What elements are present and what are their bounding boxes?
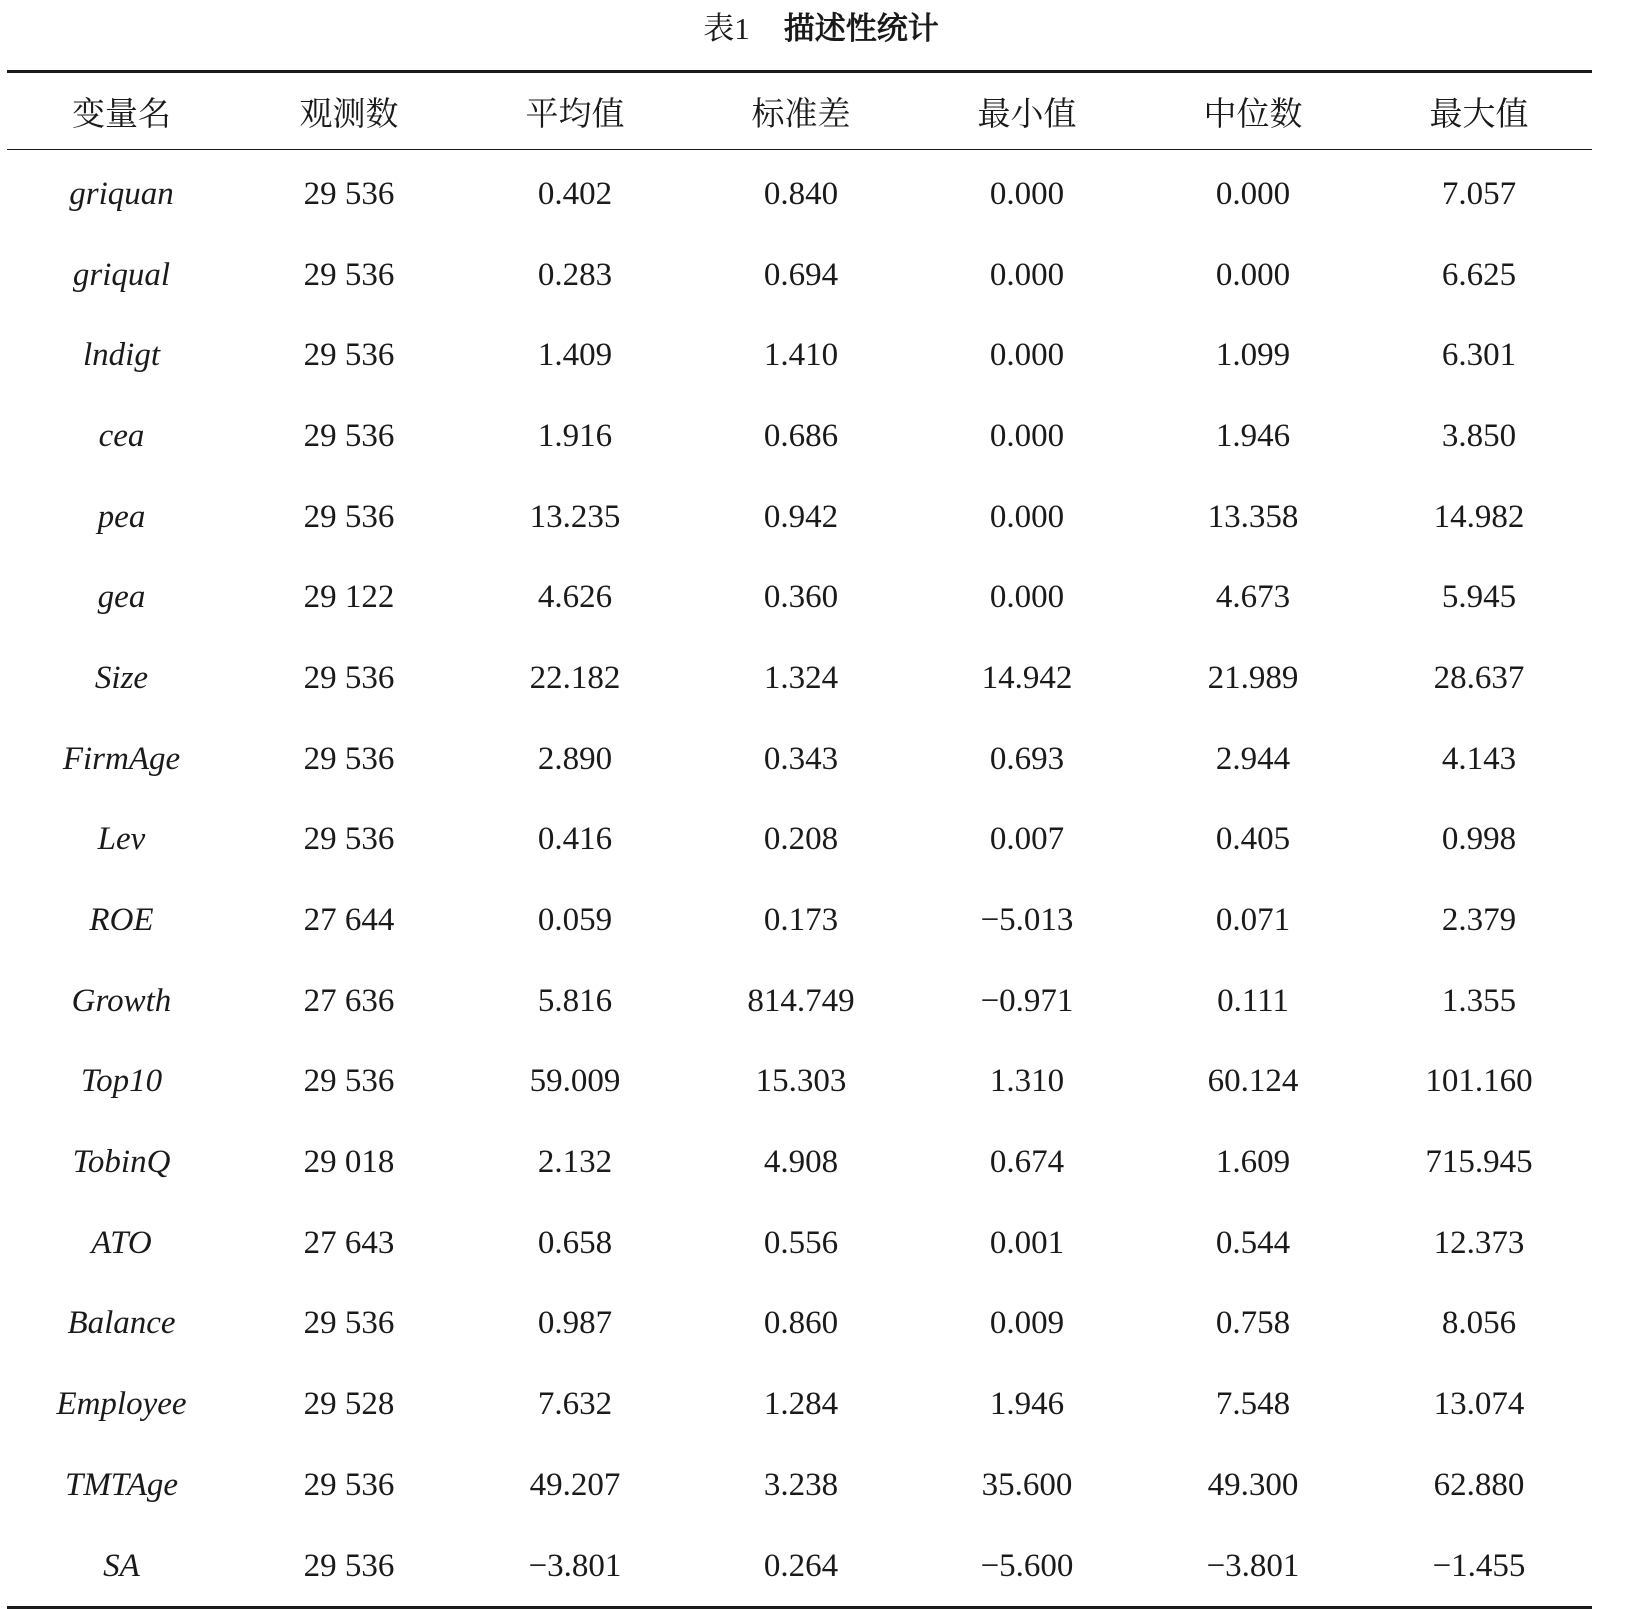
min-cell: −5.013	[980, 902, 1074, 939]
min-cell: 14.942	[981, 659, 1073, 696]
std-dev-cell: 0.360	[763, 579, 839, 616]
mean-cell: 22.182	[529, 659, 621, 696]
median-cell: 21.989	[1207, 659, 1299, 696]
table-row	[7, 396, 1592, 477]
variable-name-cell: TobinQ	[72, 1144, 171, 1181]
table-caption	[0, 4, 1642, 54]
max-cell: 2.379	[1441, 902, 1517, 939]
min-cell: 0.007	[989, 821, 1065, 858]
min-cell: 1.946	[989, 1386, 1065, 1423]
median-cell: 7.548	[1215, 1386, 1291, 1423]
max-cell: 13.074	[1433, 1386, 1525, 1423]
mean-cell: 49.207	[529, 1466, 621, 1503]
variable-name-cell: pea	[97, 498, 146, 535]
max-cell: 3.850	[1441, 417, 1517, 454]
variable-name-cell: FirmAge	[62, 740, 181, 777]
table-row	[7, 961, 1592, 1042]
mean-cell: −3.801	[462, 1526, 688, 1608]
max-cell: 1.355	[1441, 982, 1517, 1019]
variable-name-cell: griqual	[72, 256, 171, 293]
observations-cell: 29 122	[303, 579, 395, 616]
table-row	[7, 1284, 1592, 1365]
min-cell: 0.009	[989, 1305, 1065, 1342]
median-cell: 0.111	[1217, 982, 1289, 1019]
median-cell: 1.946	[1215, 417, 1291, 454]
std-dev-cell: 0.686	[763, 417, 839, 454]
std-dev-cell: 4.908	[763, 1144, 839, 1181]
header-mean: 平均值	[462, 72, 688, 150]
std-dev-cell: 15.303	[755, 1063, 847, 1100]
std-dev-cell: 814.749	[747, 982, 855, 1019]
mean-cell: 0.283	[537, 256, 613, 293]
min-cell: 1.310	[989, 1063, 1065, 1100]
table-row	[7, 1203, 1592, 1284]
variable-name-cell: Balance	[67, 1305, 176, 1342]
variable-name-cell: griquan	[69, 175, 174, 212]
table-row	[7, 638, 1592, 719]
observations-cell: 29 536	[303, 256, 395, 293]
min-cell: 0.000	[989, 498, 1065, 535]
mean-cell: 4.626	[537, 579, 613, 616]
variable-name-cell: gea	[97, 579, 146, 616]
table-row	[7, 150, 1592, 235]
table-row	[7, 1122, 1592, 1203]
min-cell: 0.000	[989, 337, 1065, 374]
variable-name-cell: Employee	[56, 1386, 187, 1423]
observations-cell: 27 643	[303, 1224, 395, 1261]
median-cell: −3.801	[1140, 1526, 1366, 1608]
median-cell: 2.944	[1215, 740, 1291, 777]
header-median: 中位数	[1140, 72, 1366, 150]
table-row	[7, 880, 1592, 961]
max-cell: 12.373	[1433, 1224, 1525, 1261]
table-row	[7, 719, 1592, 800]
table-row	[7, 557, 1592, 638]
variable-name-cell: Growth	[71, 982, 172, 1019]
table-header	[7, 72, 1592, 150]
observations-cell: 29 536	[303, 498, 395, 535]
table-number: 表1	[703, 11, 750, 46]
observations-cell: 29 528	[303, 1386, 395, 1423]
std-dev-cell: 0.840	[763, 175, 839, 212]
max-cell: 6.301	[1441, 337, 1517, 374]
table-row	[7, 800, 1592, 881]
std-dev-cell: 0.556	[763, 1224, 839, 1261]
median-cell: 0.758	[1215, 1305, 1291, 1342]
table-row	[7, 1042, 1592, 1123]
table-row	[7, 315, 1592, 396]
observations-cell: 29 536	[303, 659, 395, 696]
mean-cell: 0.987	[537, 1305, 613, 1342]
observations-cell: 27 644	[303, 902, 395, 939]
observations-cell: 29 536	[303, 175, 395, 212]
header-row	[7, 72, 1592, 150]
median-cell: 13.358	[1207, 498, 1299, 535]
variable-name-cell: Size	[94, 659, 149, 696]
header-variable: 变量名	[7, 72, 236, 150]
std-dev-cell: 3.238	[763, 1466, 839, 1503]
mean-cell: 0.402	[537, 175, 613, 212]
max-cell: 4.143	[1441, 740, 1517, 777]
min-cell: 35.600	[981, 1466, 1073, 1503]
variable-name-cell: SA	[7, 1526, 236, 1608]
observations-cell: 27 636	[303, 982, 395, 1019]
mean-cell: 0.416	[537, 821, 613, 858]
min-cell: 0.000	[989, 175, 1065, 212]
observations-cell: 29 536	[303, 1466, 395, 1503]
descriptive-statistics-table	[7, 70, 1592, 1609]
median-cell: 1.609	[1215, 1144, 1291, 1181]
variable-name-cell: cea	[98, 417, 145, 454]
std-dev-cell: 1.284	[763, 1386, 839, 1423]
observations-cell: 29 536	[303, 740, 395, 777]
median-cell: 60.124	[1207, 1063, 1299, 1100]
median-cell: 0.071	[1215, 902, 1291, 939]
mean-cell: 5.816	[537, 982, 613, 1019]
table-title: 描述性统计	[783, 11, 939, 47]
mean-cell: 2.132	[537, 1144, 613, 1181]
min-cell: 0.001	[989, 1224, 1065, 1261]
header-observations: 观测数	[236, 72, 462, 150]
table-row	[7, 477, 1592, 558]
min-cell: 0.000	[989, 417, 1065, 454]
max-cell: 14.982	[1433, 498, 1525, 535]
header-max: 最大值	[1366, 72, 1592, 150]
max-cell: 5.945	[1441, 579, 1517, 616]
min-cell: 0.693	[989, 740, 1065, 777]
std-dev-cell: 0.343	[763, 740, 839, 777]
observations-cell: 29 536	[303, 1063, 395, 1100]
variable-name-cell: TMTAge	[64, 1466, 179, 1503]
mean-cell: 13.235	[529, 498, 621, 535]
table-row	[7, 1445, 1592, 1526]
median-cell: 4.673	[1215, 579, 1291, 616]
min-cell: 0.674	[989, 1144, 1065, 1181]
min-cell: 0.000	[989, 256, 1065, 293]
median-cell: 49.300	[1207, 1466, 1299, 1503]
median-cell: 0.000	[1215, 175, 1291, 212]
observations-cell: 29 536	[303, 337, 395, 374]
max-cell: 28.637	[1433, 659, 1525, 696]
max-cell: 8.056	[1441, 1305, 1517, 1342]
std-dev-cell: 0.942	[763, 498, 839, 535]
table-row	[7, 1526, 1592, 1608]
max-cell: 715.945	[1425, 1144, 1533, 1181]
max-cell: 6.625	[1441, 256, 1517, 293]
mean-cell: 1.409	[537, 337, 613, 374]
max-cell: 62.880	[1433, 1466, 1525, 1503]
mean-cell: 2.890	[537, 740, 613, 777]
variable-name-cell: ATO	[91, 1224, 152, 1261]
std-dev-cell: 1.410	[763, 337, 839, 374]
observations-cell: 29 536	[236, 1526, 462, 1608]
observations-cell: 29 018	[303, 1144, 395, 1181]
mean-cell: 0.059	[537, 902, 613, 939]
table-body	[7, 150, 1592, 1608]
std-dev-cell: 0.173	[763, 902, 839, 939]
mean-cell: 0.658	[537, 1224, 613, 1261]
mean-cell: 7.632	[537, 1386, 613, 1423]
variable-name-cell: ROE	[89, 902, 154, 939]
observations-cell: 29 536	[303, 1305, 395, 1342]
table-row	[7, 1364, 1592, 1445]
max-cell: 101.160	[1425, 1063, 1533, 1100]
max-cell: 7.057	[1441, 175, 1517, 212]
std-dev-cell: 0.694	[763, 256, 839, 293]
max-cell: −1.455	[1366, 1526, 1592, 1608]
header-min: 最小值	[914, 72, 1140, 150]
median-cell: 0.544	[1215, 1224, 1291, 1261]
variable-name-cell: lndigt	[82, 337, 160, 374]
min-cell: −5.600	[914, 1526, 1140, 1608]
min-cell: 0.000	[989, 579, 1065, 616]
header-std-dev: 标准差	[688, 72, 914, 150]
std-dev-cell: 0.208	[763, 821, 839, 858]
median-cell: 0.405	[1215, 821, 1291, 858]
std-dev-cell: 0.264	[688, 1526, 914, 1608]
min-cell: −0.971	[980, 982, 1074, 1019]
median-cell: 0.000	[1215, 256, 1291, 293]
mean-cell: 59.009	[529, 1063, 621, 1100]
variable-name-cell: Lev	[97, 821, 146, 858]
table-row	[7, 235, 1592, 316]
variable-name-cell: Top10	[80, 1063, 163, 1100]
observations-cell: 29 536	[303, 417, 395, 454]
observations-cell: 29 536	[303, 821, 395, 858]
mean-cell: 1.916	[537, 417, 613, 454]
std-dev-cell: 0.860	[763, 1305, 839, 1342]
median-cell: 1.099	[1215, 337, 1291, 374]
max-cell: 0.998	[1441, 821, 1517, 858]
std-dev-cell: 1.324	[763, 659, 839, 696]
